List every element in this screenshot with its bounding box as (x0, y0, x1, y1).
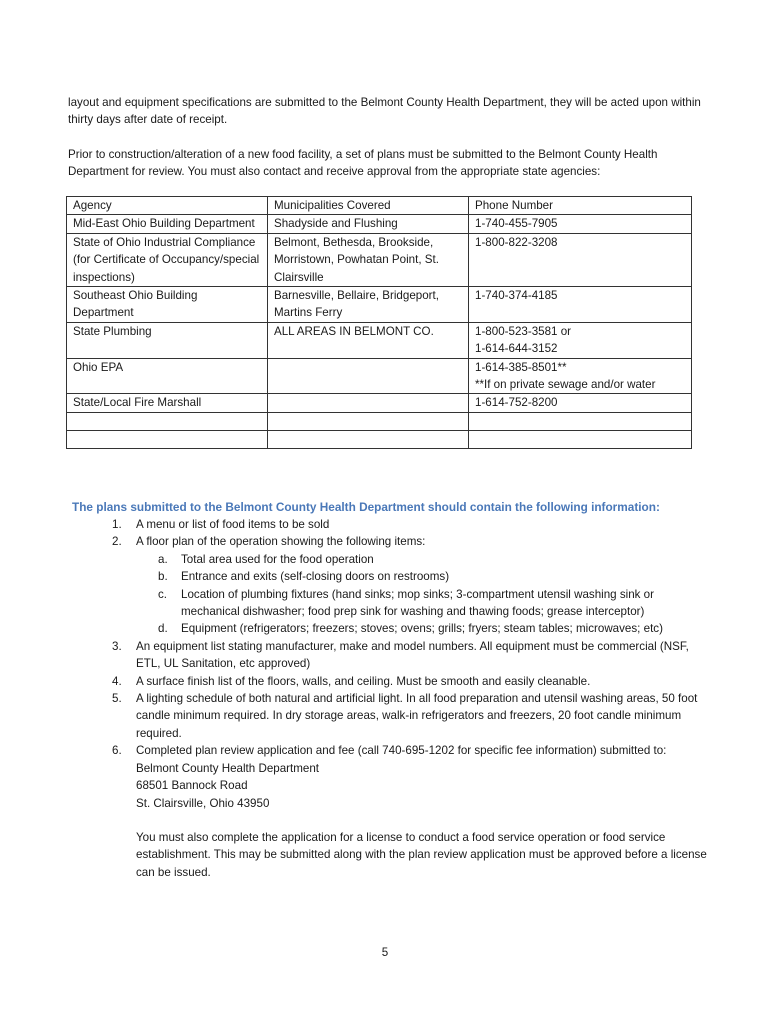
phone-cell (469, 358, 692, 394)
phone-cell: 1-740-374-4185 (469, 287, 692, 323)
phone-note: **If on private sewage and/or water (475, 378, 656, 392)
address-line: Belmont County Health Department (136, 761, 320, 775)
phone-cell: 1-614-752-8200 (469, 394, 692, 412)
sub-list-text: Location of plumbing fixtures (hand sinks; mop sinks; 3-compartment utensil washing sink or mechanical dishwasher; food prep sink for washing and thawing foods; grease interceptor) (181, 587, 654, 619)
sub-list-text: Total area used for the food operation (181, 552, 374, 566)
sub-list-text: Entrance and exits (self-closing doors on restrooms) (181, 570, 450, 584)
list-item-text: An equipment list stating manufacturer, make and model numbers. All equipment must be commercial (NSF, ETL, UL Sanitation, etc approved) (136, 639, 689, 671)
sub-list-letter: a. (158, 552, 168, 566)
sub-list-letter: d. (158, 622, 168, 636)
phone-line-2: 1-614-644-3152 (475, 342, 558, 356)
sub-list-letter: b. (158, 570, 168, 584)
municipalities-cell (268, 394, 469, 412)
municipalities-cell: Shadyside and Flushing (268, 215, 469, 233)
agency-cell: State Plumbing (67, 322, 268, 358)
list-item-text: Completed plan review application and fee (call 740-695-1202 for specific fee information) submitted to: (136, 744, 667, 758)
plans-list (0, 516, 770, 881)
plans-heading: The plans submitted to the Belmont County Health Department should contain the following information: (72, 500, 660, 514)
address-line: 68501 Bannock Road (136, 779, 248, 793)
sub-list-item (136, 568, 706, 585)
list-item-text: A menu or list of food items to be sold (136, 518, 330, 531)
intro-paragraph-1: layout and equipment specifications are submitted to the Belmont County Health Department, they will be acted upon within thirty days after date of receipt. (68, 96, 701, 127)
list-item-text: A surface finish list of the floors, walls, and ceiling. Must be smooth and easily cleanable. (136, 674, 591, 688)
empty-cell (268, 412, 469, 430)
agency-cell: State/Local Fire Marshall (67, 394, 268, 412)
empty-table-row (67, 412, 692, 430)
empty-table-row (67, 430, 692, 448)
list-number: 6. (112, 744, 122, 758)
table-row (67, 358, 692, 394)
list-item (0, 742, 710, 881)
phone-cell: 1-800-822-3208 (469, 233, 692, 286)
sub-list-text: Equipment (refrigerators; freezers; stoves; ovens; grills; fryers; steam tables; microwaves; etc) (181, 622, 663, 636)
intro-paragraph-2: Prior to construction/alteration of a new food facility, a set of plans must be submitted to the Belmont County Health Department for review. You must also contact and receive approval from the appropriate state agencies: (68, 148, 658, 179)
municipalities-cell: Barnesville, Bellaire, Bridgeport, Martins Ferry (268, 287, 469, 323)
list-item (0, 673, 710, 690)
municipalities-cell: Belmont, Bethesda, Brookside, Morristown, Powhatan Point, St. Clairsville (268, 233, 469, 286)
phone-cell: 1-740-455-7905 (469, 215, 692, 233)
empty-cell (469, 430, 692, 448)
list-item (0, 516, 710, 533)
agency-table (66, 196, 692, 449)
table-header-row (67, 197, 692, 215)
phone-cell (469, 322, 692, 358)
address-line: St. Clairsville, Ohio 43950 (136, 796, 270, 810)
table-row (67, 215, 692, 233)
header-agency: Agency (67, 197, 268, 215)
mailing-address (136, 760, 710, 812)
sub-list-item (136, 586, 706, 621)
list-item (0, 533, 710, 637)
list-item-text: A lighting schedule of both natural and artificial light. In all food preparation and utensil washing areas, 50 foot candle minimum required. In dry storage areas, walk-in refrigerators and freezers, 20 foot candle minimum required. (136, 692, 698, 740)
list-number: 5. (112, 692, 122, 706)
agency-cell: Ohio EPA (67, 358, 268, 394)
table-row (67, 394, 692, 412)
list-number: 1. (112, 518, 122, 531)
phone-line: 1-614-385-8501** (475, 360, 567, 374)
sub-list-item (136, 551, 706, 568)
phone-line: 1-800-523-3581 or (475, 324, 572, 338)
page-number: 5 (381, 946, 389, 959)
sub-list-letter: c. (158, 587, 168, 601)
list-item (0, 638, 710, 673)
empty-cell (268, 430, 469, 448)
license-note: You must also complete the application for a license to conduct a food service operation or food service establishment. This may be submitted along with the plan review application must be approved before a license can be issued. (136, 830, 707, 879)
table-row (67, 233, 692, 286)
list-item (0, 690, 710, 742)
municipalities-cell (268, 358, 469, 394)
list-number: 2. (112, 535, 122, 549)
table-row (67, 322, 692, 358)
header-phone: Phone Number (469, 197, 692, 215)
header-municipalities: Municipalities Covered (268, 197, 469, 215)
agency-cell: Mid-East Ohio Building Department (67, 215, 268, 233)
sub-list-item (136, 620, 706, 637)
empty-cell (469, 412, 692, 430)
agency-cell: Southeast Ohio Building Department (67, 287, 268, 323)
municipalities-cell: ALL AREAS IN BELMONT CO. (268, 322, 469, 358)
list-item-text: A floor plan of the operation showing the following items: (136, 535, 426, 549)
list-number: 3. (112, 639, 122, 653)
empty-cell (67, 412, 268, 430)
empty-cell (67, 430, 268, 448)
agency-cell: State of Ohio Industrial Compliance (for Certificate of Occupancy/special inspections) (67, 233, 268, 286)
list-number: 4. (112, 674, 122, 688)
floor-plan-sublist (136, 551, 710, 638)
table-row (67, 287, 692, 323)
